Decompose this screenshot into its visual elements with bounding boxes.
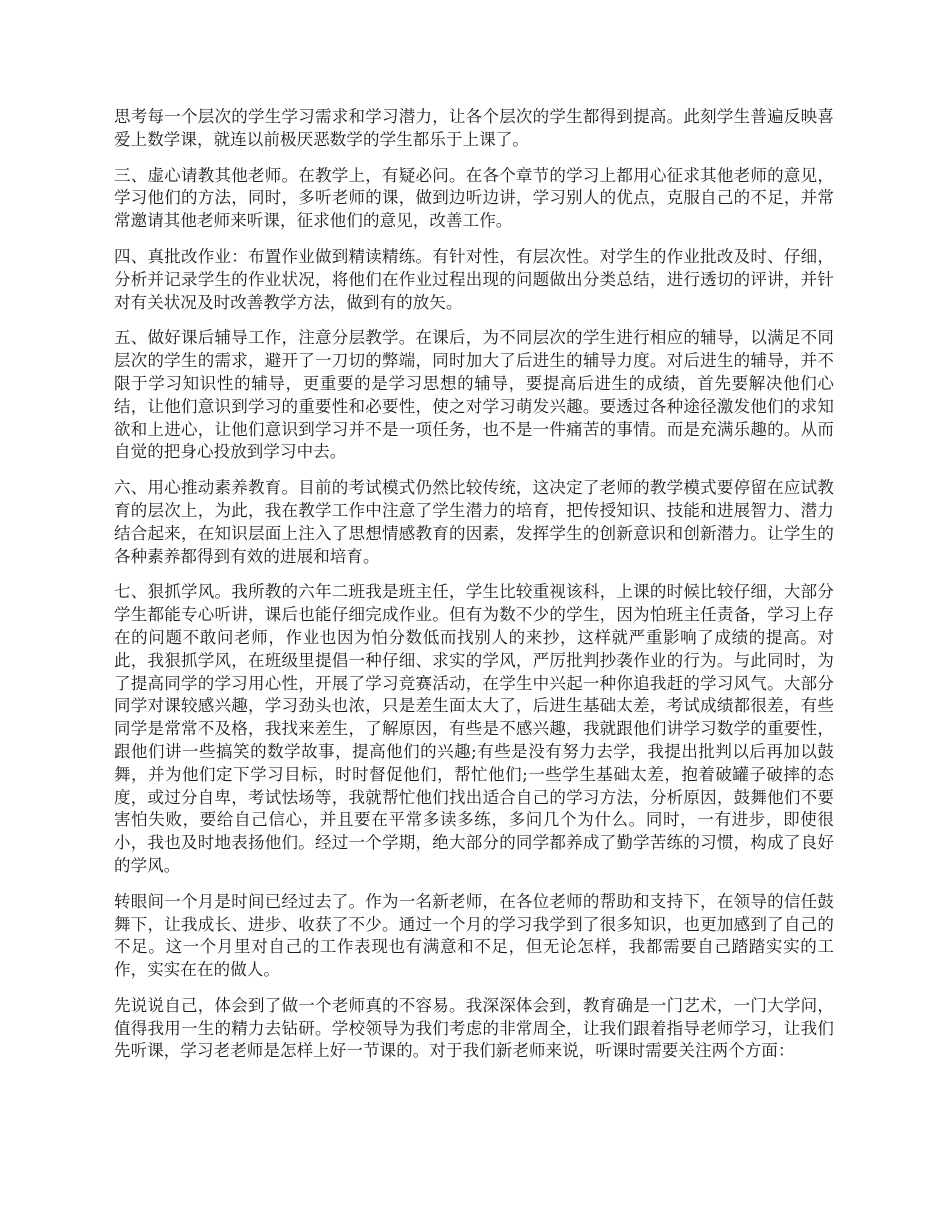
- paragraph-3: 四、真批改作业：布置作业做到精读精练。有针对性，有层次性。对学生的作业批改及时、仔细，分析并记录学生的作业状况，将他们在作业过程出现的问题做出分类总结，进行透切的评讲，并针对有关状况及时改善教学方法，做到有的放矢。: [114, 246, 834, 312]
- paragraph-8: 先说说自己，体会到了做一个老师真的不容易。我深深体会到，教育确是一门艺术，一门大学问，值得我用一生的精力去钻研。学校领导为我们考虑的非常周全，让我们跟着指导老师学习，让我们先听课，学习老老师是怎样上好一节课的。对于我们新老师来说，听课时需要关注两个方面：: [114, 995, 834, 1061]
- paragraph-6: 七、狠抓学风。我所教的六年二班我是班主任，学生比较重视该科，上课的时候比较仔细，大部分学生都能专心听讲，课后也能仔细完成作业。但有为数不少的学生，因为怕班主任责备，学习上存在的问题不敢问老师，作业也因为怕分数低而找别人的来抄，这样就严重影响了成绩的提高。对此，我狠抓学风，在班级里提倡一种仔细、求实的学风，严厉批判抄袭作业的行为。与此同时，为了提高同学的学习用心性，开展了学习竞赛活动，在学生中兴起一种你追我赶的学习风气。大部分同学对课较感兴趣，学习劲头也浓，只是差生面太大了，后进生基础太差，考试成绩都很差，有些同学是常常不及格，我找来差生，了解原因，有些是不感兴趣，我就跟他们讲学习数学的重要性，跟他们讲一些搞笑的数学故事，提高他们的兴趣;有些是没有努力去学，我提出批判以后再加以鼓舞，并为他们定下学习目标，时时督促他们，帮忙他们;一些学生基础太差，抱着破罐子破摔的态度，或过分自卑，考试怯场等，我就帮忙他们找出适合自己的学习方法，分析原因，鼓舞他们不要害怕失败，要给自己信心，并且要在平常多读多练，多问几个为什么。同时，一有进步，即使很小，我也及时地表扬他们。经过一个学期，绝大部分的同学都养成了勤学苦练的习惯，构成了良好的学风。: [114, 582, 834, 875]
- paragraph-5: 六、用心推动素养教育。目前的考试模式仍然比较传统，这决定了老师的教学模式要停留在应试教育的层次上，为此，我在教学工作中注意了学生潜力的培育，把传授知识、技能和进展智力、潜力结合起来，在知识层面上注入了思想情感教育的因素，发挥学生的创新意识和创新潜力。让学生的各种素养都得到有效的进展和培育。: [114, 478, 834, 566]
- paragraph-2: 三、虚心请教其他老师。在教学上，有疑必问。在各个章节的学习上都用心征求其他老师的意见，学习他们的方法，同时，多听老师的课，做到边听边讲，学习别人的优点，克服自己的不足，并常常邀请其他老师来听课，征求他们的意见，改善工作。: [114, 165, 834, 231]
- document-body: [114, 106, 834, 1076]
- paragraph-4: 五、做好课后辅导工作，注意分层教学。在课后，为不同层次的学生进行相应的辅导，以满足不同层次的学生的需求，避开了一刀切的弊端，同时加大了后进生的辅导力度。对后进生的辅导，并不限于学习知识性的辅导，更重要的是学习思想的辅导，要提高后进生的成绩，首先要解决他们心结，让他们意识到学习的重要性和必要性，使之对学习萌发兴趣。要透过各种途径激发他们的求知欲和上进心，让他们意识到学习并不是一项任务，也不是一件痛苦的事情。而是充满乐趣的。从而自觉的把身心投放到学习中去。: [114, 328, 834, 462]
- paragraph-7: 转眼间一个月是时间已经过去了。作为一名新老师，在各位老师的帮助和支持下，在领导的信任鼓舞下，让我成长、进步、收获了不少。通过一个月的学习我学到了很多知识，也更加感到了自己的不足。这一个月里对自己的工作表现也有满意和不足，但无论怎样，我都需要自己踏踏实实的工作，实实在在的做人。: [114, 891, 834, 980]
- paragraph-1: 思考每一个层次的学生学习需求和学习潜力，让各个层次的学生都得到提高。此刻学生普遍反映喜爱上数学课，就连以前极厌恶数学的学生都乐于上课了。: [114, 107, 834, 149]
